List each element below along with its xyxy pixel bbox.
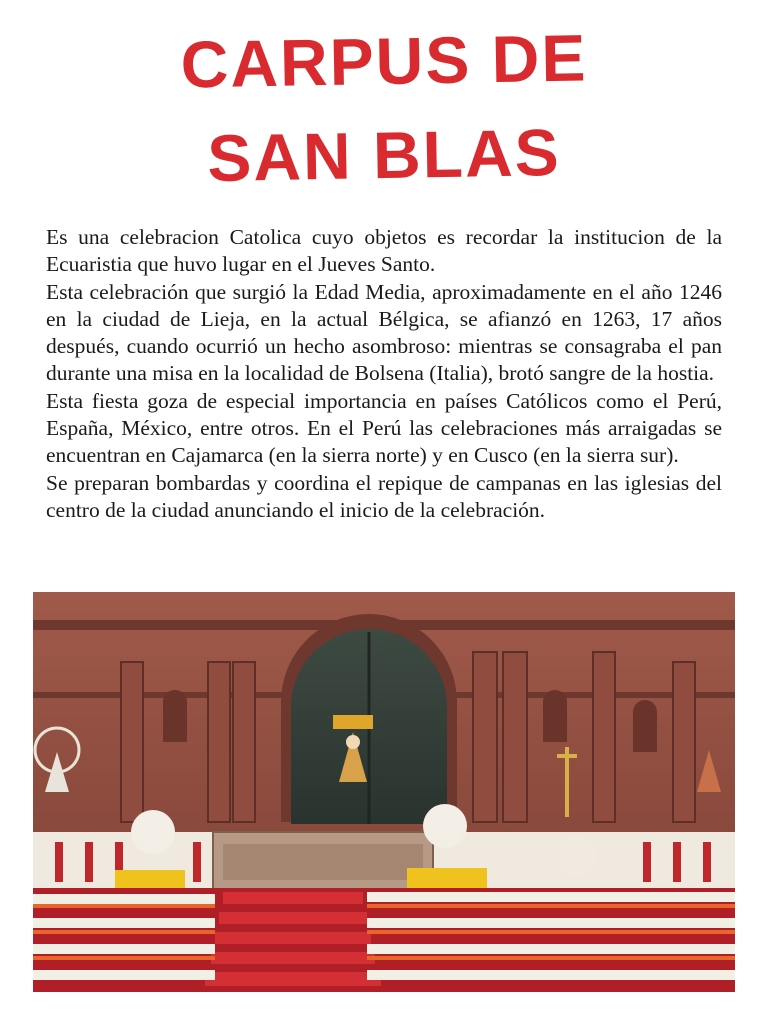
paragraph-importance: Esta fiesta goza de especial importancia en países Católicos como el Perú, España, México, entre otros. En el Perú las celebraciones más arraigadas se encuentran en Cajamarca (en la sierra norte) y en Cusco (en la sierra sur). [46,388,722,468]
page-title-line-1: CARPUS DE [180,20,588,102]
page-title-line-2: SAN BLAS [206,114,562,196]
paragraph-history: Esta celebración que surgió la Edad Media, aproximadamente en el año 1246 en la ciudad de Lieja, en la actual Bélgica, se afianzó en 1263, 17 años después, cuando ocurrió un hecho asombroso: mientras se consagraba el pan durante una misa en la localidad de Bolsena (Italia), brotó sangre de la hostia. [46,279,722,386]
cathedral-celebration-photo [33,592,735,992]
paragraph-preparations: Se preparan bombardas y coordina el repique de campanas en las iglesias del centro de la ciudad anunciando el inicio de la celebración. [46,470,722,522]
paragraph-intro: Es una celebracion Catolica cuyo objetos es recordar la institucion de la Ecuaristia que huvo lugar en el Jueves Santo. [46,225,722,277]
article-body [46,224,722,524]
